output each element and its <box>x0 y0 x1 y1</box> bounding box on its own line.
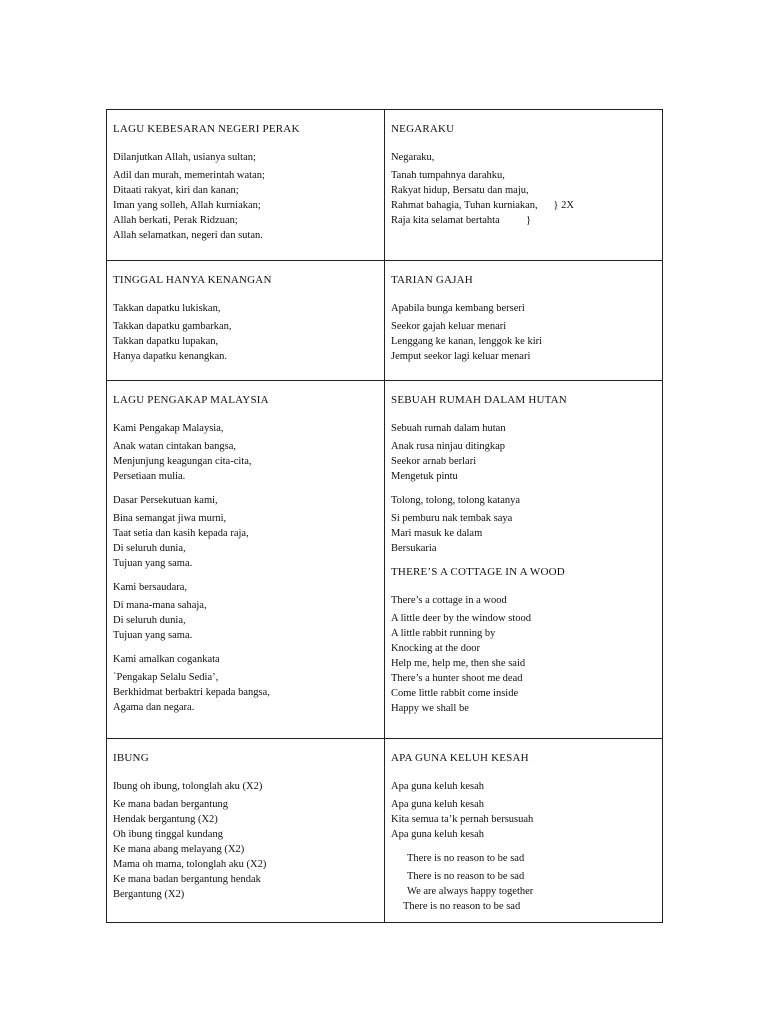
lyric-line: Knocking at the door <box>391 643 480 654</box>
lyric-line: Raja kita selamat bertahta } <box>391 215 532 226</box>
lyric-line: Come little rabbit come inside <box>391 688 519 699</box>
lyric-line: Hanya dapatku kenangkan. <box>113 351 227 362</box>
song-cell-ibung <box>107 739 385 923</box>
lyric-line: Apa guna keluh kesah <box>391 829 485 840</box>
lyric-line: `Pengakap Selalu Sedia’, <box>113 672 219 683</box>
lyric-line: Apabila bunga kembang berseri <box>391 303 525 314</box>
song-cell-rumah-cottage <box>385 381 663 739</box>
lyrics-stanza <box>113 421 378 484</box>
lyric-line: Sebuah rumah dalam hutan <box>391 423 506 434</box>
lyric-line: Tujuan yang sama. <box>113 630 193 641</box>
lyric-line: Menjunjung keagungan cita-cita, <box>113 456 252 467</box>
lyric-line: Tanah tumpahnya darahku, <box>391 170 505 181</box>
lyric-line: There is no reason to be sad <box>407 853 525 864</box>
song-cell-perak <box>107 110 385 261</box>
lyrics-stanza <box>391 493 656 556</box>
lyrics-stanza <box>113 301 378 364</box>
lyric-line: Oh ibung tinggal kundang <box>113 829 223 840</box>
lyric-line: There is no reason to be sad <box>403 901 521 912</box>
song-title: TARIAN GAJAH <box>391 274 473 286</box>
lyric-line: Ibung oh ibung, tolonglah aku (X2) <box>113 781 263 792</box>
lyric-line: Ke mana badan bergantung hendak <box>113 874 261 885</box>
lyrics-stanza <box>391 851 656 914</box>
lyric-line: Seekor gajah keluar menari <box>391 321 507 332</box>
lyric-line: Apa guna keluh kesah <box>391 781 485 792</box>
lyric-line: There’s a hunter shoot me dead <box>391 673 523 684</box>
lyric-line: Ke mana abang melayang (X2) <box>113 844 245 855</box>
lyric-line: There’s a cottage in a wood <box>391 595 507 606</box>
lyric-line: Lenggang ke kanan, lenggok ke kiri <box>391 336 543 347</box>
lyric-line: We are always happy together <box>407 886 534 897</box>
lyric-line: Agama dan negara. <box>113 702 195 713</box>
lyric-line: Apa guna keluh kesah <box>391 799 485 810</box>
lyric-line: Kita semua ta’k pernah bersusuah <box>391 814 534 825</box>
song-cell-tinggal <box>107 261 385 381</box>
table-row <box>107 110 663 261</box>
lyric-line: Hendak bergantung (X2) <box>113 814 218 825</box>
song-title: IBUNG <box>113 752 149 764</box>
lyric-line: Anak watan cintakan bangsa, <box>113 441 237 452</box>
lyric-line: Happy we shall be <box>391 703 469 714</box>
lyric-line: Di seluruh dunia, <box>113 543 186 554</box>
song-cell-pengakap <box>107 381 385 739</box>
lyric-line: Tujuan yang sama. <box>113 558 193 569</box>
lyric-line: Rakyat hidup, Bersatu dan maju, <box>391 185 529 196</box>
lyric-line: Bina semangat jiwa murni, <box>113 513 227 524</box>
lyrics-stanza <box>113 493 378 571</box>
lyric-line: Taat setia dan kasih kepada raja, <box>113 528 249 539</box>
lyric-line: Takkan dapatku lupakan, <box>113 336 219 347</box>
song-title: LAGU PENGAKAP MALAYSIA <box>113 394 269 406</box>
lyric-line: Persetiaan mulia. <box>113 471 186 482</box>
lyric-line: Bergantung (X2) <box>113 889 185 900</box>
lyrics-stanza <box>391 301 656 364</box>
song-title: LAGU KEBESARAN NEGERI PERAK <box>113 123 300 135</box>
lyric-line: Tolong, tolong, tolong katanya <box>391 495 521 506</box>
lyric-line: Negaraku, <box>391 152 435 163</box>
lyric-line: Help me, help me, then she said <box>391 658 526 669</box>
lyrics-stanza <box>391 150 656 228</box>
song-sheet-table <box>106 109 663 923</box>
table-row <box>107 381 663 739</box>
lyric-line: Kami Pengakap Malaysia, <box>113 423 224 434</box>
lyrics-stanza <box>113 779 378 902</box>
lyric-line: A little rabbit running by <box>391 628 496 639</box>
table-row <box>107 739 663 923</box>
song-cell-tarian <box>385 261 663 381</box>
song-title: TINGGAL HANYA KENANGAN <box>113 274 272 286</box>
table-row <box>107 261 663 381</box>
lyric-line: Adil dan murah, memerintah watan; <box>113 170 265 181</box>
lyrics-stanza <box>113 652 378 715</box>
lyric-line: Mengetuk pintu <box>391 471 458 482</box>
lyric-line: Takkan dapatku gambarkan, <box>113 321 232 332</box>
lyric-line: Dilanjutkan Allah, usianya sultan; <box>113 152 256 163</box>
lyrics-stanza <box>391 421 656 484</box>
lyric-line: There is no reason to be sad <box>407 871 525 882</box>
lyric-line: Bersukaria <box>391 543 437 554</box>
song-title: APA GUNA KELUH KESAH <box>391 752 529 764</box>
song-title: NEGARAKU <box>391 123 455 135</box>
song-cell-keluh <box>385 739 663 923</box>
lyric-line: Ditaati rakyat, kiri dan kanan; <box>113 185 239 196</box>
lyric-line: Allah selamatkan, negeri dan sutan. <box>113 230 263 241</box>
song-cell-negaraku <box>385 110 663 261</box>
lyrics-stanza <box>391 779 656 842</box>
lyric-line: Allah berkati, Perak Ridzuan; <box>113 215 238 226</box>
lyrics-stanza <box>113 580 378 643</box>
lyric-line: Jemput seekor lagi keluar menari <box>391 351 531 362</box>
lyric-line: Iman yang solleh, Allah kurniakan; <box>113 200 261 211</box>
lyric-line: Kami amalkan cogankata <box>113 654 220 665</box>
lyric-line: A little deer by the window stood <box>391 613 531 624</box>
lyric-line: Si pemburu nak tembak saya <box>391 513 513 524</box>
lyric-line: Ke mana badan bergantung <box>113 799 228 810</box>
lyric-line: Kami bersaudara, <box>113 582 188 593</box>
lyrics-stanza <box>391 593 656 716</box>
lyric-line: Di mana-mana sahaja, <box>113 600 207 611</box>
lyric-line: Mari masuk ke dalam <box>391 528 483 539</box>
lyric-line: Takkan dapatku lukiskan, <box>113 303 221 314</box>
lyric-line: Di seluruh dunia, <box>113 615 186 626</box>
lyric-line: Dasar Persekutuan kami, <box>113 495 218 506</box>
lyric-line: Anak rusa ninjau ditingkap <box>391 441 506 452</box>
song-title: THERE’S A COTTAGE IN A WOOD <box>391 566 565 578</box>
lyric-line: Rahmat bahagia, Tuhan kurniakan, } 2X <box>391 200 574 211</box>
lyric-line: Mama oh mama, tolonglah aku (X2) <box>113 859 267 870</box>
lyric-line: Berkhidmat berbaktri kepada bangsa, <box>113 687 270 698</box>
song-title: SEBUAH RUMAH DALAM HUTAN <box>391 394 567 406</box>
lyrics-stanza <box>113 150 378 243</box>
lyric-line: Seekor arnab berlari <box>391 456 477 467</box>
